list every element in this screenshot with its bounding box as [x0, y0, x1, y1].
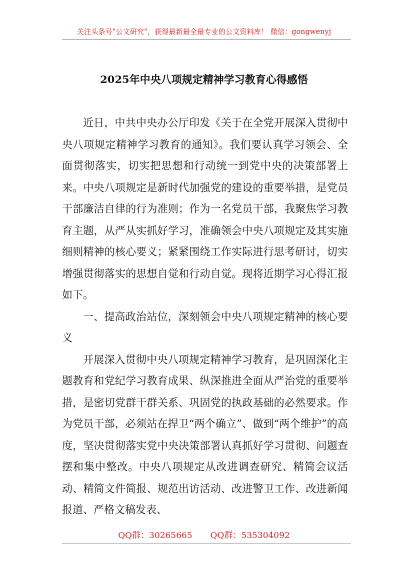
header-divider [62, 39, 351, 40]
document-title: 2025年中央八项规定精神学习教育心得感悟 [100, 74, 308, 86]
footer-divider [62, 543, 351, 544]
paragraph-section-1: 开展深入贯彻中央八项规定精神学习教育，是巩固深化主题教育和党纪学习教育成果、纵深推进全面从严治党的重要举措，是密切党群干群关系、巩固党的执政基础的必然要求。作为党员干部，必须站在捍卫“两个确立”、做到“两个维护”的高度，坚决贯彻落实党中央决策部署认真抓好学习贯彻、问题查摆和集中整改。中央八项规定从改进调查研究、精简会议活动、精简文件简报、规范出访活动、改进警卫工作、改进新闻报道、严格文稿发表、 [62, 353, 348, 516]
document-body [62, 113, 348, 522]
header-banner: 关注头条号"公文研究"，获得最新最全最专业的公文资料库！ 微信：gongwenyj [76, 28, 332, 36]
section-heading-1: 一、提高政治站位，深刻领会中央八项规定精神的核心要义 [62, 310, 348, 344]
qq-group-right: QQ群：535304092 [210, 531, 290, 541]
paragraph-intro: 近日，中共中央办公厅印发《关于在全党开展深入贯彻中央八项规定精神学习教育的通知》。我们要认真学习领会、全面贯彻落实，切实把思想和行动统一到党中央的决策部署上来。中央八项规定是新时代加强党的建设的重要举措，是党员干部廉洁自律的行为准则；作为一名党员干部，我聚焦学习教育主题，从严从实抓好学习，准确领会中央八项规定及其实施细则精神的核心要义；紧紧围绕工作实际进行思考研讨，切实增强贯彻落实的思想自觉和行动自觉。现将近期学习心得汇报如下。 [62, 117, 348, 301]
qq-group-left: QQ群：30265665 [118, 531, 193, 541]
footer-qq-groups [0, 529, 408, 541]
